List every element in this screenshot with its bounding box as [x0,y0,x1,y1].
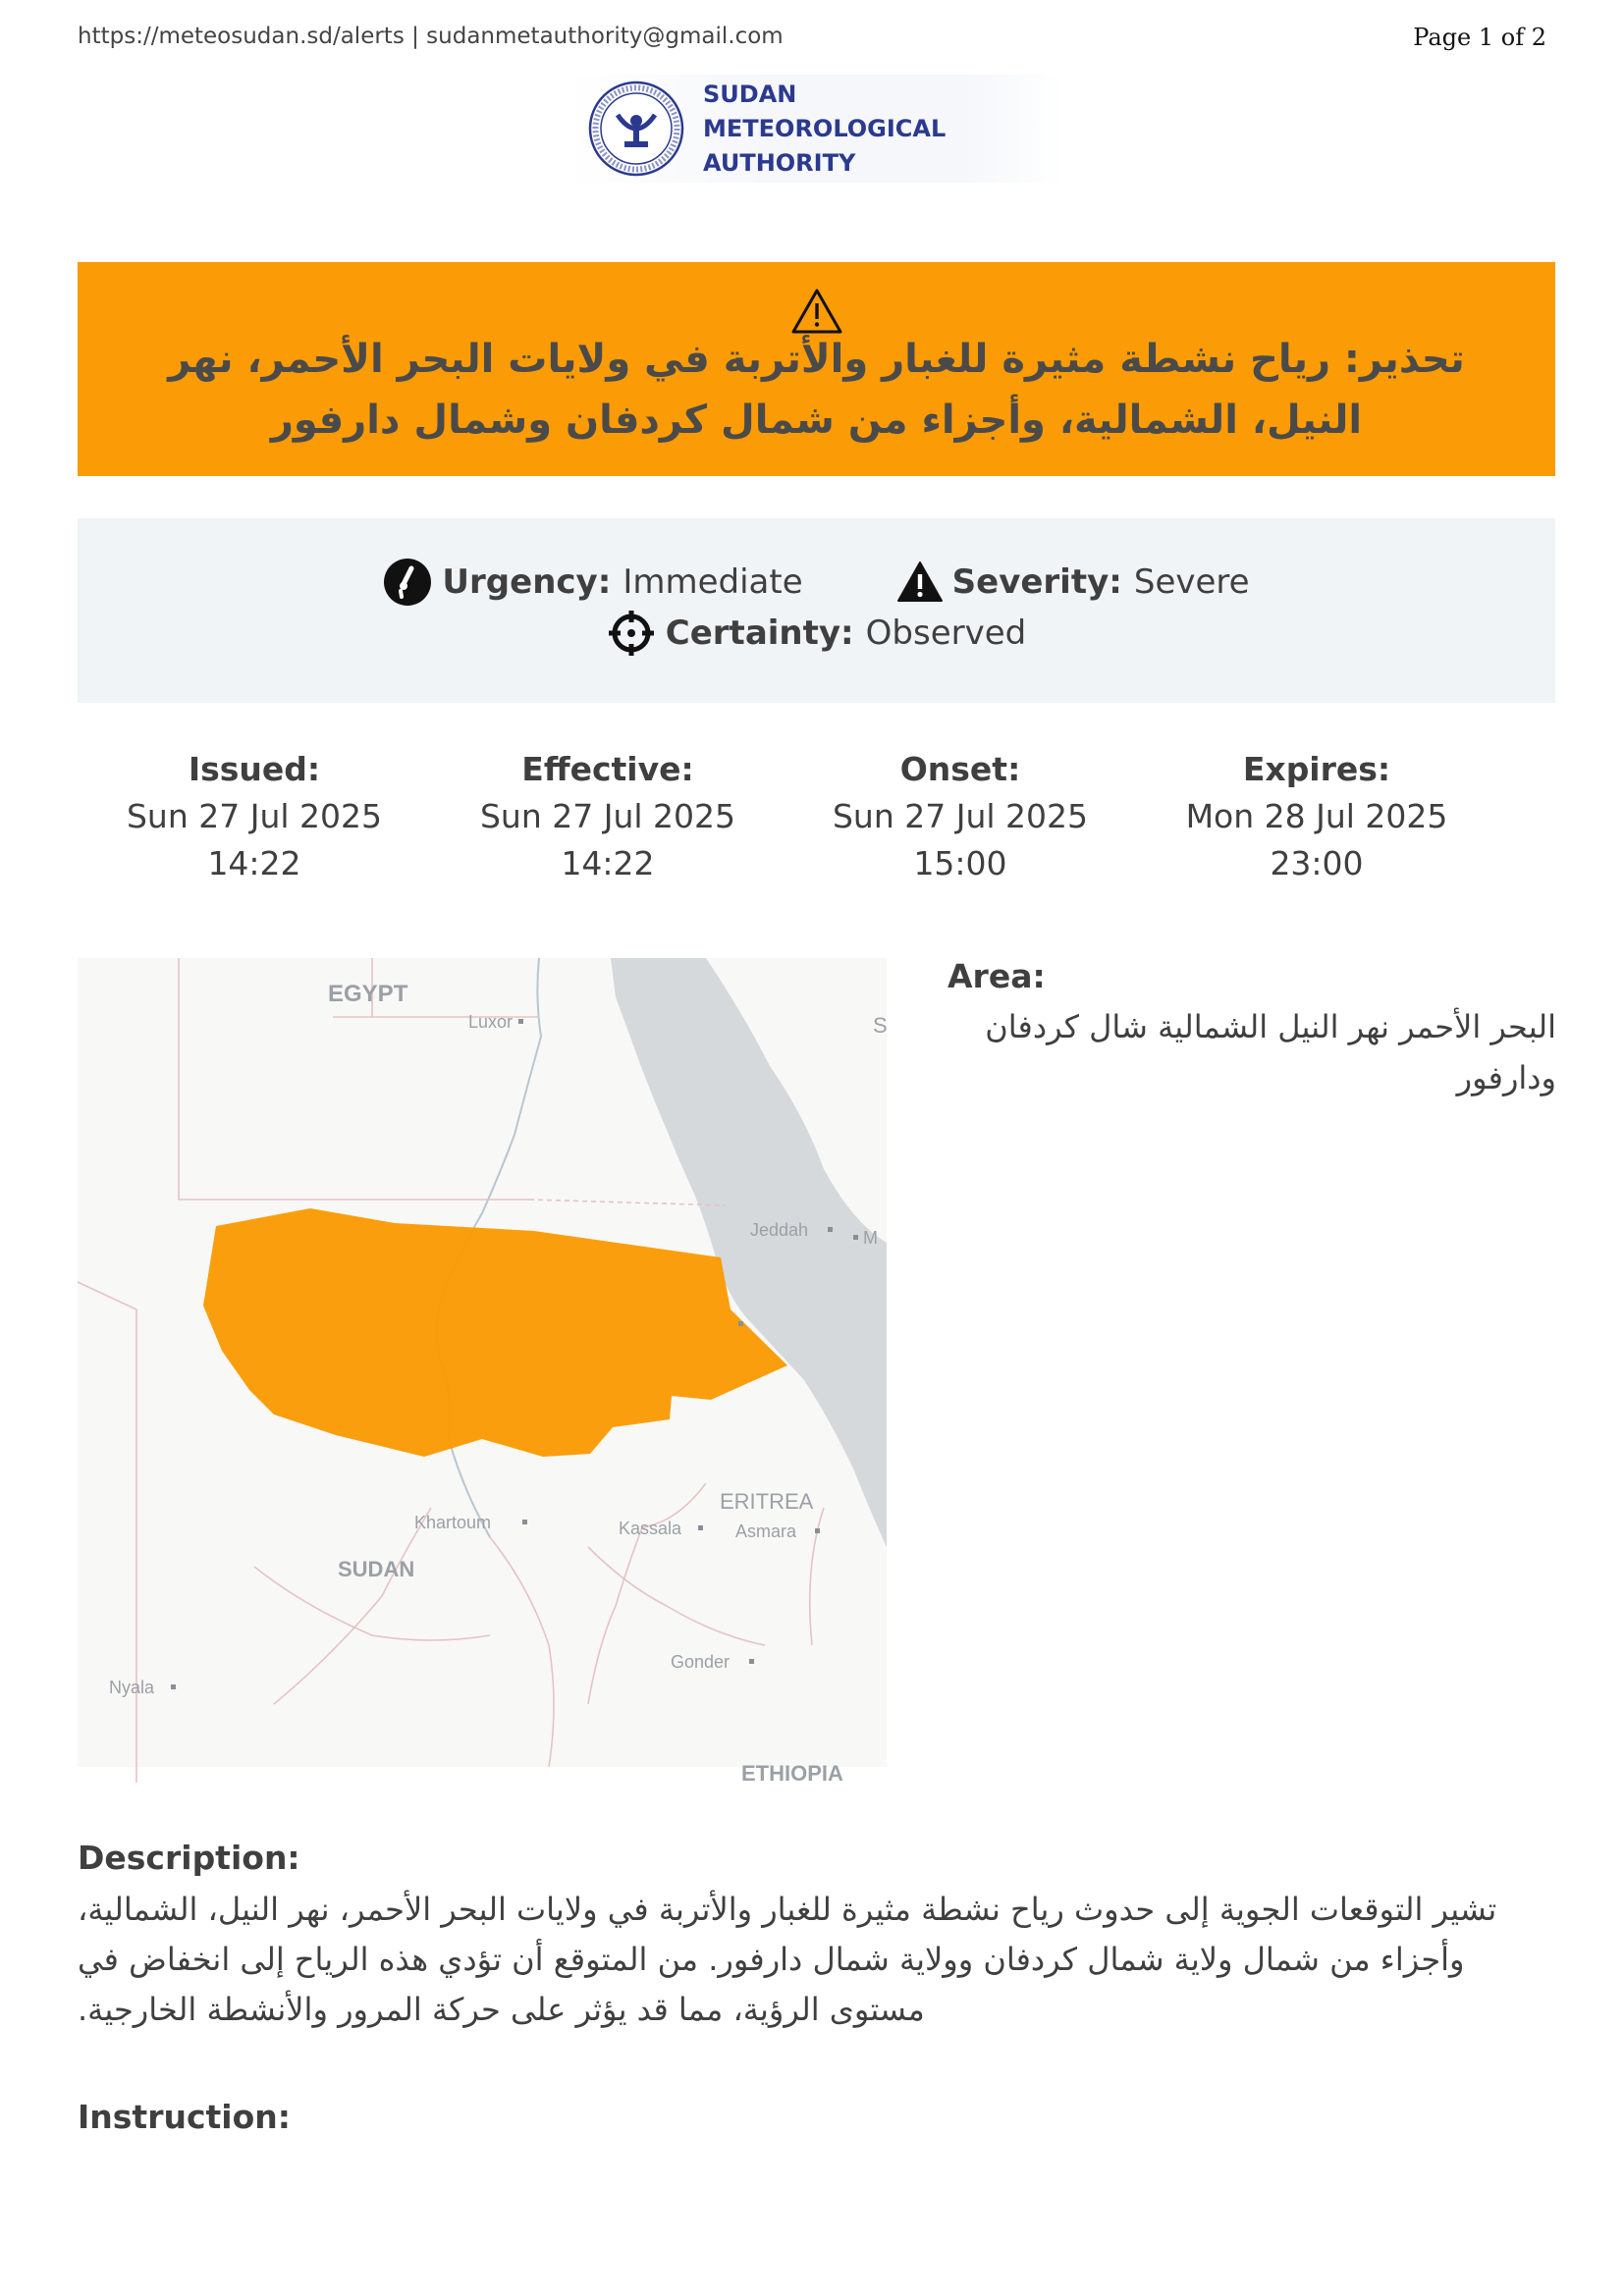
crosshairs-icon [607,609,656,658]
label-m-edge: M [863,1228,878,1248]
stopwatch-icon [383,558,432,607]
page-number: Page 1 of 2 [1413,24,1546,51]
urgency-item [383,558,802,607]
label-khartoum: Khartoum [414,1513,492,1532]
certainty-value: Observed [865,614,1027,653]
label-jeddah: Jeddah [750,1220,809,1240]
effective-time: 14:22 [561,844,655,882]
alert-status-box [78,518,1555,703]
label-asmara: Asmara [735,1522,797,1541]
sma-seal-icon [587,80,685,178]
urgency-label: Urgency: [442,562,612,602]
label-ethiopia: ETHIOPIA [741,1761,843,1786]
warning-triangle-icon [897,561,943,603]
expires-label: Expires: [1242,750,1391,788]
issued-label: Issued: [188,750,321,788]
issued-block [78,746,431,887]
map-canvas [78,958,888,1786]
label-egypt: EGYPT [328,981,408,1007]
alert-banner [78,262,1555,476]
onset-date: Sun 27 Jul 2025 [832,797,1089,835]
label-eritrea: ERITREA [720,1489,814,1514]
certainty-label: Certainty: [665,614,854,653]
severity-item [897,561,1250,603]
alert-title: تحذير: رياح نشطة مثيرة للغبار والأتربة في ولايات البحر الأحمر، نهر النيل، الشمالية، وأجزاء من شمال كردفان وشمال دارفور [168,337,1465,443]
instruction-label: Instruction: [78,2098,291,2136]
sma-logo [568,75,1063,183]
description-label: Description: [78,1839,300,1877]
certainty-item [607,609,1026,658]
severity-value: Severe [1133,562,1250,602]
label-gonder: Gonder [671,1652,731,1672]
urgency-value: Immediate [623,562,803,602]
org-name-line3: AUTHORITY [703,148,856,177]
alert-timeline [78,746,1555,887]
description-text: تشير التوقعات الجوية إلى حدوث رياح نشطة مثيرة للغبار والأتربة في ولايات البحر الأحمر، نهر النيل، الشمالية، وأجزاء من شمال ولاية شمال كردفان وولاية شمال دارفور. من المتوقع أن تؤدي هذه الرياح إلى انخفاض في مستوى الرؤية، مما قد يؤثر على حركة المرور والأنشطة الخارجية. [78,1891,1497,2028]
label-kassala: Kassala [619,1519,682,1538]
label-sudan: SUDAN [338,1557,415,1581]
expires-time: 23:00 [1270,844,1364,882]
effective-block [431,746,785,887]
area-value: البحر الأحمر نهر النيل الشمالية شال كردفان ودارفور [985,1008,1556,1096]
org-name-line2: METEOROLOGICAL [703,114,947,142]
label-nyala: Nyala [109,1678,155,1697]
onset-block [785,746,1136,887]
header-contact-text: https://meteosudan.sd/alerts | sudanmetauthority@gmail.com [78,24,784,49]
issued-time: 14:22 [207,844,301,882]
onset-label: Onset: [899,750,1021,788]
issued-date: Sun 27 Jul 2025 [126,797,383,835]
effective-label: Effective: [521,750,694,788]
label-luxor: Luxor [468,1012,514,1032]
area-label: Area: [947,957,1046,995]
expires-date: Mon 28 Jul 2025 [1185,797,1448,835]
onset-time: 15:00 [913,844,1007,882]
warning-icon [790,288,843,335]
effective-date: Sun 27 Jul 2025 [479,797,736,835]
alert-area-map [78,958,888,1786]
expires-block [1136,746,1497,887]
severity-label: Severity: [951,562,1122,602]
org-name-line1: SUDAN [703,80,797,108]
label-s-edge: S [873,1013,888,1038]
